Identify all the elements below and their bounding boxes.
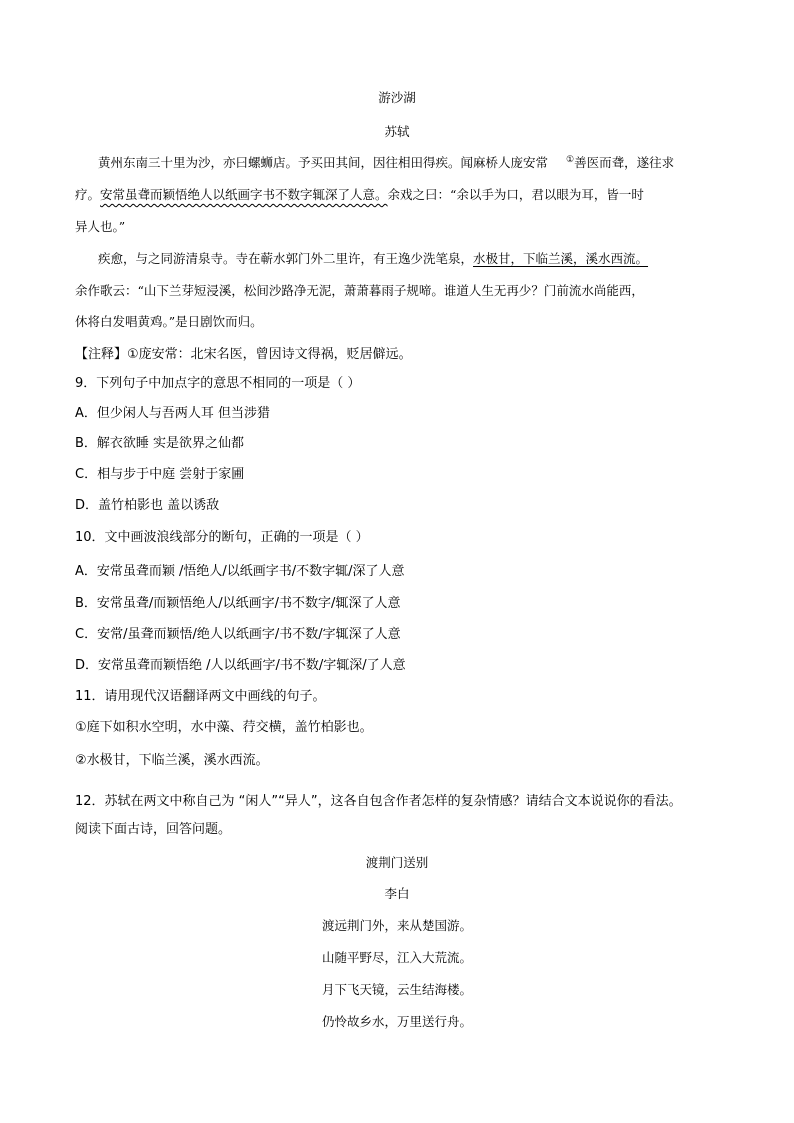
question-9-option-c: C．相与步于中庭 尝射于家圃 [75,467,245,482]
question-10-option-b: B．安常虽聋/而颖悟绝人/以纸画字/书不数字/辄深了人意 [75,596,401,611]
question-9-stem: 9．下列句子中加点字的意思不相同的一项是（ ） [75,376,361,391]
question-9-option-a: A．但少闲人与吾两人耳 但当涉猎 [75,406,271,421]
question-11-stem: 11．请用现代汉语翻译两文中画线的句子。 [75,689,326,704]
question-11-sentence-1: ①庭下如积水空明，水中藻、荇交横，盖竹柏影也。 [75,720,373,735]
question-10-option-a: A．安常虽聋而颖 /悟绝人/以纸画字书/不数字辄/深了人意 [75,564,405,579]
question-11-sentence-2: ②水极甘，下临兰溪，溪水西流。 [75,753,269,768]
underlined-sentence: 水极甘，下临兰溪，溪水西流。 [473,251,649,266]
question-10-option-d: D．安常虽聋而颖悟绝 /人以纸画字/书不数/字辄深/了人意 [75,658,406,673]
annotation-note: 【注释】①庞安常：北宋名医，曾因诗文得祸，贬居僻远。 [75,347,412,362]
passage-paragraph-2-line-2: 余作歌云：“山下兰芽短浸溪，松间沙路净无泥，萧萧暮雨子规啼。谁道人生无再少？门前流水尚能西， [75,283,644,298]
poem-line: 仍怜故乡水，万里送行舟。 [321,1014,472,1029]
passage-paragraph-2-line-3: 休将白发唱黄鸡。”是日剧饮而归。 [75,314,263,329]
question-9-option-b: B．解衣欲睡 实是欲界之仙都 [75,436,245,451]
passage-paragraph-2-line-1: 疾愈，与之同游清泉寺。寺在蕲水郭门外二里许，有王逸少洗笔泉，水极甘，下临兰溪，溪水西流。 [98,251,649,266]
poem-line: 山随平野尽，江入大荒流。 [321,950,472,965]
passage-author: 苏轼 [384,124,410,139]
poem-author: 李白 [384,886,410,901]
passage-paragraph-1-line-2: 疗。安常虽聋而颖悟绝人以纸画字书不数字辄深了人意。余戏之曰：“余以手为口，君以眼为耳，皆一时 [75,187,644,202]
reading-instruction: 阅读下面古诗，回答问题。 [75,822,232,837]
poem-title: 渡荆门送别 [365,855,429,870]
question-9-option-d: D．盖竹柏影也 盖以诱敌 [75,498,220,513]
passage-paragraph-1-line-1: 黄州东南三十里为沙，亦曰螺蛳店。予买田其间，因往相田得疾。闻麻桥人庞安常 ①善医而聋，遂往求 [98,154,675,170]
question-12-stem: 12．苏轼在两文中称自己为 “闲人”“异人”，这各自包含作者怎样的复杂情感？请结合文本说说你的看法。 [75,794,682,809]
passage-paragraph-1-line-3: 异人也。” [75,219,126,234]
poem-line: 渡远荆门外，来从楚国游。 [321,918,472,933]
passage-title: 游沙湖 [378,90,416,105]
footnote-marker: ① [566,154,575,165]
question-10-option-c: C．安常/虽聋而颖悟/绝人以纸画字/书不数/字辄深了人意 [75,627,401,642]
wavy-underlined-sentence: 安常虽聋而颖悟绝人以纸画字书不数字辄深了人意。 [100,187,388,202]
poem-line: 月下飞天镜，云生结海楼。 [321,982,472,997]
question-10-stem: 10．文中画波浪线部分的断句，正确的一项是（ ） [75,530,369,545]
